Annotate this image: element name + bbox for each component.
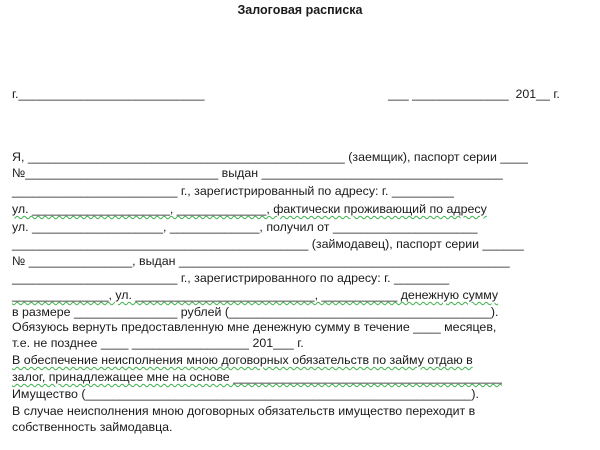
- text-line-8: ________________________ г., зарегистрированного по адресу: г. ________: [12, 271, 450, 285]
- text-line-10: в размере _______________ рублей (______________________________________).: [12, 305, 499, 319]
- date-field: ___ ______________ 201__ г.: [388, 87, 560, 101]
- text-line-1: Я, ______________________________________________ (заемщик), паспорт серии ____: [12, 150, 528, 164]
- text-line-12: т.е. не позднее ____ _________________ 201___ г.: [12, 336, 304, 350]
- text-line-4: ул. ____________________, _____________, фактически проживающий по адресу: [12, 202, 487, 216]
- text-line-2: №____________________________ выдан ___________________________________: [12, 166, 503, 180]
- text-line-16: В случае неисполнения мною договорных обязательств имущество переходит в: [12, 404, 476, 418]
- text-line-13: В обеспечение неисполнения мною договорных обязательств по займу отдаю в: [12, 353, 473, 367]
- text-line-9: ______________, ул. __________________________, ___________ денежную сумму: [12, 288, 499, 302]
- text-line-6: ___________________________________________ (займодавец), паспорт серии ______: [12, 237, 524, 251]
- text-line-15: Имущество (________________________________________________________).: [12, 387, 479, 401]
- document-title: Залоговая расписка: [237, 3, 363, 17]
- text-line-17: собственность займодавца.: [12, 420, 173, 434]
- text-line-3: ________________________ г., зарегистрированный по адресу: г. _________: [12, 184, 454, 198]
- text-line-5: ул. ___________________, _____________, получил от _____________________: [12, 220, 478, 234]
- text-line-14: залог, принадлежащее мне на основе _______________________________________: [12, 370, 502, 384]
- text-line-11: Обязуюсь вернуть предоставленную мне денежную сумму в течение ____ месяцев,: [12, 320, 497, 334]
- text-line-7: № _______________, выдан ________________________________________________: [12, 254, 510, 268]
- place-field: г.___________________________: [12, 87, 205, 101]
